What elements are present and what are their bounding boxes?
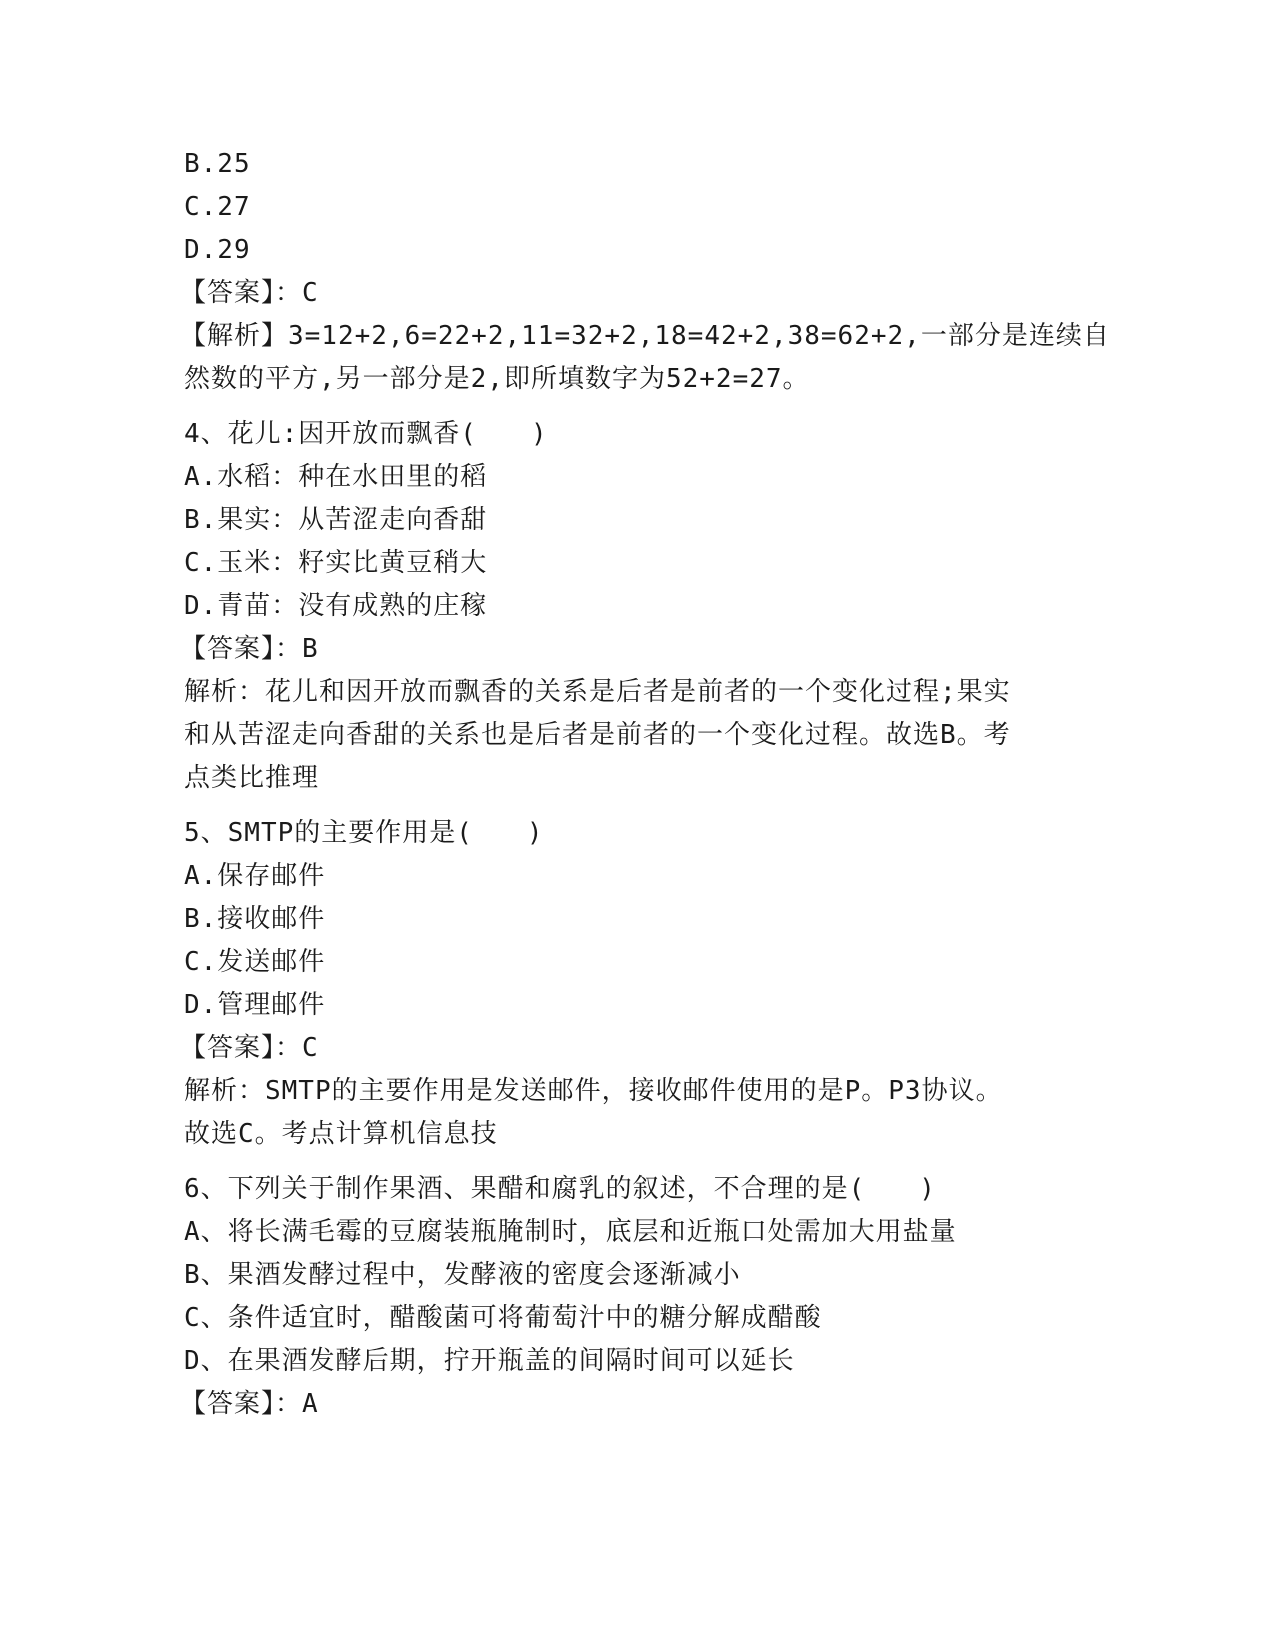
analysis-line: 解析：花儿和因开放而飘香的关系是后者是前者的一个变化过程;果实 xyxy=(184,677,1011,707)
option-d: D.29 xyxy=(184,235,251,265)
analysis-line: 故选C。考点计算机信息技 xyxy=(184,1119,498,1149)
option-c: C.玉米：籽实比黄豆稍大 xyxy=(184,548,488,578)
option-c: C、条件适宜时，醋酸菌可将葡萄汁中的糖分解成醋酸 xyxy=(184,1303,822,1333)
question-text: 4、花儿:因开放而飘香( ) xyxy=(184,419,548,449)
option-b: B.果实：从苦涩走向香甜 xyxy=(184,505,488,535)
option-b: B、果酒发酵过程中，发酵液的密度会逐渐减小 xyxy=(184,1260,741,1290)
option-c: C.发送邮件 xyxy=(184,947,326,977)
option-b: B.接收邮件 xyxy=(184,904,326,934)
option-a: A.水稻：种在水田里的稻 xyxy=(184,462,488,492)
option-d: D.青苗：没有成熟的庄稼 xyxy=(184,591,488,621)
analysis-line: 解析：SMTP的主要作用是发送邮件，接收邮件使用的是P。P3协议。 xyxy=(184,1076,1003,1106)
answer-label: 【答案】：C xyxy=(180,1033,319,1063)
answer-label: 【答案】：C xyxy=(180,278,319,308)
option-b: B.25 xyxy=(184,149,251,179)
analysis-line: 【解析】3=12+2,6=22+2,11=32+2,18=42+2,38=62+2,一部分是连续自 xyxy=(180,321,1110,351)
analysis-line: 然数的平方,另一部分是2,即所填数字为52+2=27。 xyxy=(184,364,810,394)
question-6-block xyxy=(180,1168,1084,1426)
answer-label: 【答案】：B xyxy=(180,634,319,664)
option-d: D、在果酒发酵后期，拧开瓶盖的间隔时间可以延长 xyxy=(184,1346,795,1376)
document-page xyxy=(180,143,1110,1426)
option-d: D.管理邮件 xyxy=(184,990,326,1020)
analysis-line: 点类比推理 xyxy=(184,763,320,793)
question-text: 6、下列关于制作果酒、果醋和腐乳的叙述，不合理的是( ) xyxy=(184,1174,936,1204)
question-3-block xyxy=(180,143,1110,401)
option-a: A、将长满毛霉的豆腐装瓶腌制时，底层和近瓶口处需加大用盐量 xyxy=(184,1217,957,1247)
question-4-block xyxy=(180,413,1084,800)
question-5-block xyxy=(180,812,1084,1156)
analysis-line: 和从苦涩走向香甜的关系也是后者是前者的一个变化过程。故选B。考 xyxy=(184,720,1011,750)
question-text: 5、SMTP的主要作用是( ) xyxy=(184,818,544,848)
option-c: C.27 xyxy=(184,192,251,222)
option-a: A.保存邮件 xyxy=(184,861,326,891)
answer-label: 【答案】：A xyxy=(180,1389,319,1419)
